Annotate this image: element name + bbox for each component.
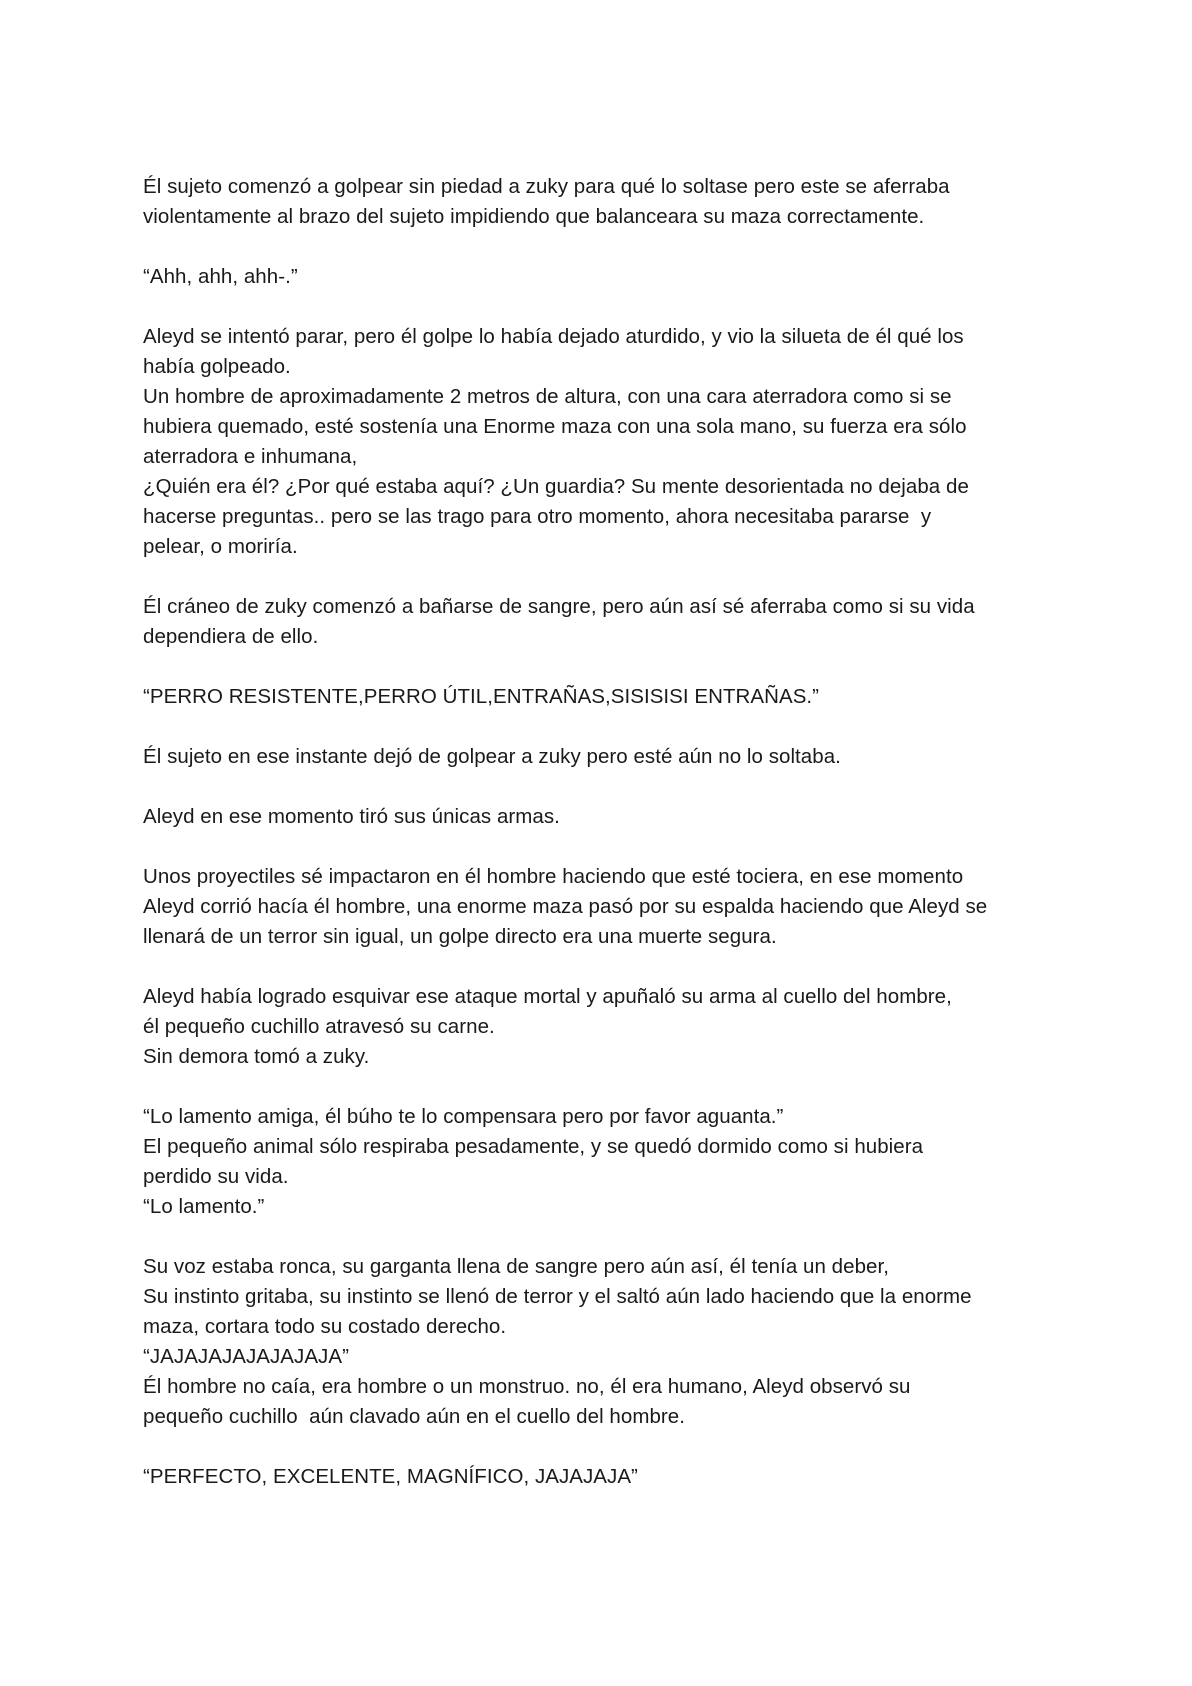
paragraph <box>143 802 1063 832</box>
text-line: “Lo lamento amiga, él búho te lo compensara pero por favor aguanta.” <box>143 1105 784 1128</box>
text-line: había golpeado. <box>143 355 291 378</box>
text-line: aterradora e inhumana, <box>143 445 358 468</box>
text-line: Aleyd en ese momento tiró sus únicas armas. <box>143 805 560 828</box>
paragraph <box>143 982 1063 1072</box>
text-line: “PERRO RESISTENTE,PERRO ÚTIL,ENTRAÑAS,SISISISI ENTRAÑAS.” <box>143 685 820 708</box>
text-line: perdido su vida. <box>143 1165 289 1188</box>
text-line: Un hombre de aproximadamente 2 metros de altura, con una cara aterradora como si se <box>143 385 952 408</box>
paragraph <box>143 862 1063 952</box>
paragraph <box>143 1252 1063 1432</box>
text-line: El pequeño animal sólo respiraba pesadamente, y se quedó dormido como si hubiera <box>143 1135 924 1158</box>
paragraph <box>143 742 1063 772</box>
paragraph <box>143 1102 1063 1222</box>
text-line: “PERFECTO, EXCELENTE, MAGNÍFICO, JAJAJAJA” <box>143 1465 638 1488</box>
text-line: Aleyd había logrado esquivar ese ataque mortal y apuñaló su arma al cuello del hombre, <box>143 985 952 1008</box>
document-body <box>143 172 1063 1522</box>
text-line: “Ahh, ahh, ahh-.” <box>143 265 298 288</box>
text-line: Su instinto gritaba, su instinto se llenó de terror y el saltó aún lado haciendo que la enorme <box>143 1285 972 1308</box>
text-line: ¿Quién era él? ¿Por qué estaba aquí? ¿Un guardia? Su mente desorientada no dejaba de <box>143 475 969 498</box>
text-line: dependiera de ello. <box>143 625 319 648</box>
text-line: hubiera quemado, esté sostenía una Enorme maza con una sola mano, su fuerza era sólo <box>143 415 967 438</box>
text-line: Él sujeto en ese instante dejó de golpear a zuky pero esté aún no lo soltaba. <box>143 745 841 768</box>
text-line: Su voz estaba ronca, su garganta llena de sangre pero aún así, él tenía un deber, <box>143 1255 889 1278</box>
text-line: Aleyd se intentó parar, pero él golpe lo había dejado aturdido, y vio la silueta de él qué los <box>143 325 964 348</box>
text-line: Él hombre no caía, era hombre o un monstruo. no, él era humano, Aleyd observó su <box>143 1375 911 1398</box>
text-line: Unos proyectiles sé impactaron en él hombre haciendo que esté tociera, en ese momento <box>143 865 964 888</box>
text-line: maza, cortara todo su costado derecho. <box>143 1315 507 1338</box>
text-line: pelear, o moriría. <box>143 535 298 558</box>
paragraph <box>143 262 1063 292</box>
text-line: hacerse preguntas.. pero se las trago para otro momento, ahora necesitaba pararse y <box>143 505 932 528</box>
paragraph <box>143 322 1063 562</box>
text-line: violentamente al brazo del sujeto impidiendo que balanceara su maza correctamente. <box>143 205 925 228</box>
text-line: Aleyd corrió hacía él hombre, una enorme maza pasó por su espalda haciendo que Aleyd se <box>143 895 988 918</box>
text-line: “Lo lamento.” <box>143 1195 265 1218</box>
text-line: llenará de un terror sin igual, un golpe directo era una muerte segura. <box>143 925 777 948</box>
paragraph <box>143 1462 1063 1492</box>
text-line: Sin demora tomó a zuky. <box>143 1045 370 1068</box>
text-line: él pequeño cuchillo atravesó su carne. <box>143 1015 495 1038</box>
paragraph <box>143 172 1063 232</box>
text-line: Él sujeto comenzó a golpear sin piedad a zuky para qué lo soltase pero este se aferraba <box>143 175 950 198</box>
paragraph <box>143 592 1063 652</box>
text-line: Él cráneo de zuky comenzó a bañarse de sangre, pero aún así sé aferraba como si su vida <box>143 595 975 618</box>
text-line: “JAJAJAJAJAJAJAJA” <box>143 1345 349 1368</box>
text-line: pequeño cuchillo aún clavado aún en el cuello del hombre. <box>143 1405 685 1428</box>
paragraph <box>143 682 1063 712</box>
